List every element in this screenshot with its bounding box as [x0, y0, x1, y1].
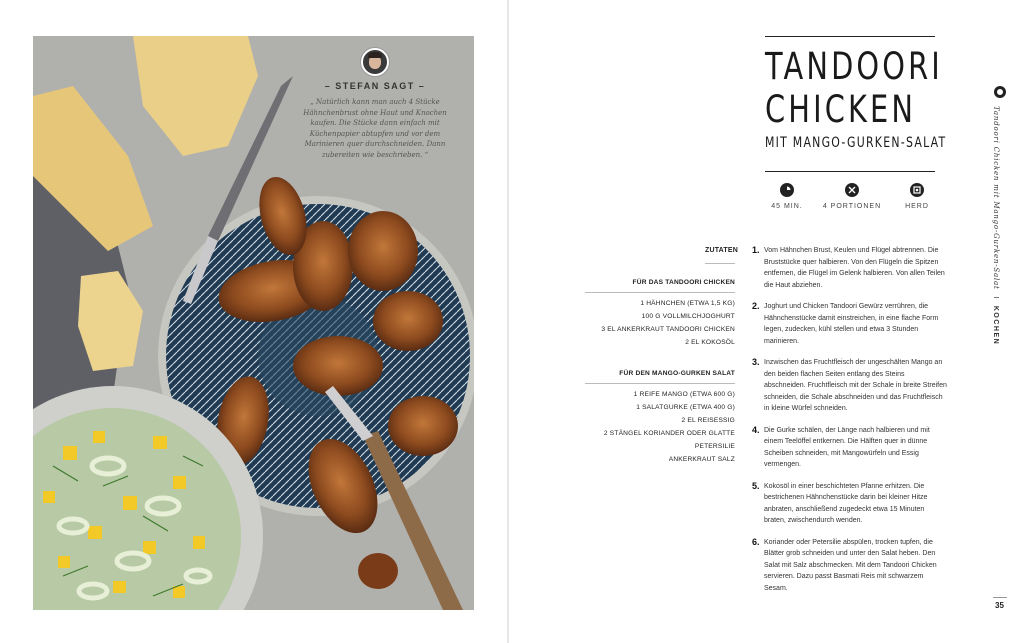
ingredient-item: 1 HÄHNCHEN (ETWA 1,5 KG) [640, 300, 735, 307]
chef-quote [285, 48, 465, 160]
chef-avatar [361, 48, 389, 76]
side-separator: I [992, 296, 999, 300]
ingredient-group-title: FÜR DEN MANGO-GURKEN SALAT [585, 367, 735, 384]
recipe-title-block [765, 36, 947, 172]
cutlery-icon [845, 183, 859, 197]
step-number: 4. [752, 424, 760, 435]
ingredient-item: 2 STÄNGEL KORIANDER ODER GLATTE PETERSILIE [603, 430, 735, 450]
quote-text: „ Natürlich kann man auch 4 Stücke Hähnchenbrust ohne Haut und Knochen kaufen. Die Stücke dann einfach mit Küchenpapier abtupfen und vor dem Marinieren quer durchschneiden. Dann zubereiten wie beschrieben. “ [303, 98, 447, 159]
meta-servings [822, 183, 882, 210]
meta-time-label: 45 MIN. [771, 203, 803, 210]
step-text: Vom Hähnchen Brust, Keulen und Flügel abtrennen. Die Bruststücke quer halbieren. Von den Flügeln die Spitzen entfernen, die Flügel im Gelenk halbieren. Von allen Teilen die Haut abziehen. [764, 247, 945, 289]
side-recipe-title: Tandoori Chicken mit Mango-Gurken-Salat [992, 106, 1000, 290]
ingredient-item: ANKERKRAUT SALZ [668, 456, 735, 463]
step-4 [752, 425, 948, 471]
meta-time [757, 183, 817, 210]
ingredient-item: 100 G VOLLMILCHJOGHURT [641, 313, 735, 320]
ingredient-item: 1 REIFE MANGO (ETWA 600 G) [633, 391, 735, 398]
step-number: 1. [752, 245, 760, 255]
preparation-steps [752, 245, 948, 604]
clock-icon [780, 183, 794, 197]
meta-servings-label: 4 PORTIONEN [822, 203, 882, 210]
recipe-title [765, 45, 943, 131]
step-6 [752, 537, 948, 595]
chef-hat-icon [994, 86, 1006, 98]
step-text: Koriander oder Petersilie abspülen, trocken tupfen, die Blätter grob schneiden und unter den Salat heben. Den Salat mit Salz abschmecken. Mit dem Tandoori Chicken servieren. Dazu passt Basmati Reis mit schwarzem Sesam. [764, 538, 937, 592]
step-number: 6. [752, 536, 760, 547]
page-number: 35 [995, 601, 1004, 610]
recipe-title-line-2: CHICKEN [765, 88, 917, 131]
recipe-subtitle: MIT MANGO-GURKEN-SALAT [765, 135, 947, 151]
meta-method [887, 183, 947, 210]
ingredients-heading: ZUTATEN [705, 244, 735, 264]
step-text: Joghurt und Chicken Tandoori Gewürz verrühren, die Hähnchenstücke damit einstreichen, in eine flache Form legen, zudecken, kühl stellen und etwa 3 Stunden marinieren. [764, 303, 939, 345]
ingredient-item: 3 EL ANKERKRAUT TANDOORI CHICKEN [601, 326, 735, 333]
step-3 [752, 357, 948, 415]
step-2 [752, 301, 948, 347]
meta-method-label: HERD [905, 203, 929, 210]
ingredients [585, 244, 739, 466]
title-top-rule [765, 36, 935, 37]
recipe-meta [757, 183, 947, 210]
step-text: Kokosöl in einer beschichteten Pfanne erhitzen. Die bestrichenen Hähnchenstücke darin bei kleiner Hitze anbraten, anschließend zugedeckt etwa 15 Minuten braten, zwischendurch wenden. [764, 482, 928, 524]
recipe-title-line-1: TANDOORI [765, 45, 943, 88]
page-number-rule [993, 597, 1007, 598]
ingredient-group-title: FÜR DAS TANDOORI CHICKEN [585, 276, 735, 293]
ingredient-item: 2 EL REISESSIG [681, 417, 735, 424]
ingredient-item: 1 SALATGURKE (ETWA 400 G) [636, 404, 735, 411]
step-number: 5. [752, 480, 760, 491]
step-text: Die Gurke schälen, der Länge nach halbieren und mit einem Teelöffel entkernen. Die Hälften quer in dünne Scheiben schneiden, mit Mangowürfeln und Essig vermengen. [764, 426, 930, 468]
title-bottom-rule [765, 171, 935, 172]
step-5 [752, 481, 948, 527]
side-running-header [991, 86, 1011, 346]
step-number: 2. [752, 301, 760, 311]
quote-heading: – STEFAN SAGT – [324, 81, 426, 91]
step-text: Inzwischen das Fruchtfleisch der ungeschälten Mango an den beiden flachen Seiten entlang des Steins abschneiden. Fruchtfleisch mit der Schale in breite Streifen schneiden, die Schale abschneiden und das Fruchtfleisch in kleine Würfel schneiden. [764, 359, 947, 412]
step-1 [752, 245, 948, 291]
step-number: 3. [752, 357, 760, 367]
left-page [0, 0, 507, 643]
side-chapter: KOCHEN [992, 305, 999, 346]
stove-icon [910, 183, 924, 197]
ingredient-item: 2 EL KOKOSÖL [685, 339, 735, 346]
